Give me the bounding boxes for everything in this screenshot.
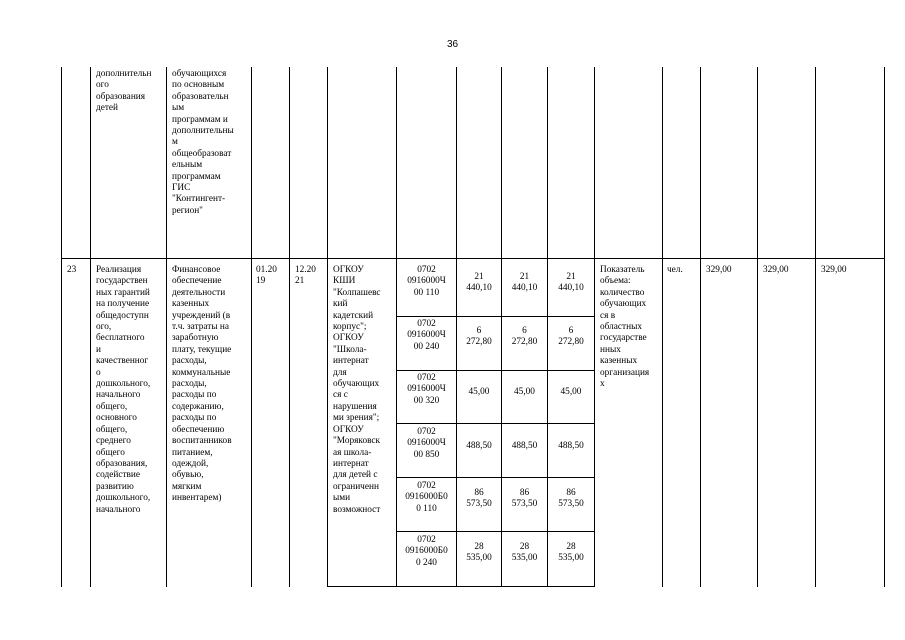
indicator: Показатель объема: количество обучающих ся в областных государстве нных казенных организация х [600, 265, 650, 390]
budget-value-2019: 488,50 [466, 441, 492, 451]
budget-code: 0702 0916000Ч 00 110 [407, 265, 446, 298]
budget-value-2019: 6 272,80 [466, 326, 492, 348]
budget-value-2020: 45,00 [514, 387, 535, 397]
budget-code: 0702 0916000Ч 00 240 [407, 319, 446, 352]
budget-value-2019: 45,00 [468, 387, 490, 397]
budget-value-2021: 21 440,10 [558, 272, 584, 294]
value-2020: 329,00 [763, 265, 789, 275]
page-number: 36 [446, 39, 459, 50]
row-name: Реализация государствен ных гарантий на получение общедоступн ого, бесплатного и качественног о дошкольного, начального общего, основного общего, среднего общего образования, содействие развитию дошкольного, начального [96, 265, 151, 515]
executor: ОГКОУ КШИ "Колпашевс кий кадетский корпус"; ОГКОУ "Школа- интернат для обучающих ся с нарушения ми зрения"; ОГКОУ "Моряковск ая школа- интернат для детей с ограниченн ыми возможност [333, 265, 381, 515]
budget-value-2021: 45,00 [560, 387, 582, 397]
budget-code: 0702 0916000Ч 00 320 [407, 373, 446, 406]
unit: чел. [667, 265, 683, 275]
continuation-description: обучающихся по основным образовательн ым программам и дополнительны м общеобразоват ельным программам ГИС "Контингент- регион" [172, 69, 234, 216]
budget-value-2019: 28 535,00 [466, 542, 492, 564]
row-number: 23 [67, 265, 77, 275]
budget-value-2020: 21 440,10 [511, 272, 538, 294]
budget-value-2019: 86 573,50 [466, 488, 492, 510]
budget-code: 0702 0916000Б0 0 240 [405, 535, 448, 568]
budget-value-2021: 86 573,50 [558, 488, 584, 510]
budget-value-2021: 28 535,00 [558, 542, 584, 564]
budget-code: 0702 0916000Б0 0 110 [405, 481, 448, 514]
budget-value-2020: 488,50 [511, 441, 538, 451]
budget-value-2020: 86 573,50 [511, 488, 538, 510]
start-date: 01.20 19 [256, 265, 277, 287]
end-date: 12.20 21 [295, 265, 316, 287]
budget-value-2021: 488,50 [558, 441, 584, 451]
row-description: Финансовое обеспечение деятельности казенных учреждений (в т.ч. затраты на заработную плату, текущие расходы, коммунальные расходы, расходы по содержанию, расходы по обеспечению воспитанников питанием, одеждой, обувью, мягким инвентарем) [172, 265, 232, 504]
budget-code: 0702 0916000Ч 00 850 [407, 427, 446, 460]
value-2019: 329,00 [706, 265, 732, 275]
budget-value-2021: 6 272,80 [558, 326, 584, 348]
continuation-name: дополнительн ого образования детей [96, 69, 152, 114]
budget-value-2020: 28 535,00 [511, 542, 538, 564]
value-2021: 329,00 [821, 265, 847, 275]
budget-value-2019: 21 440,10 [466, 272, 492, 294]
budget-value-2020: 6 272,80 [511, 326, 538, 348]
